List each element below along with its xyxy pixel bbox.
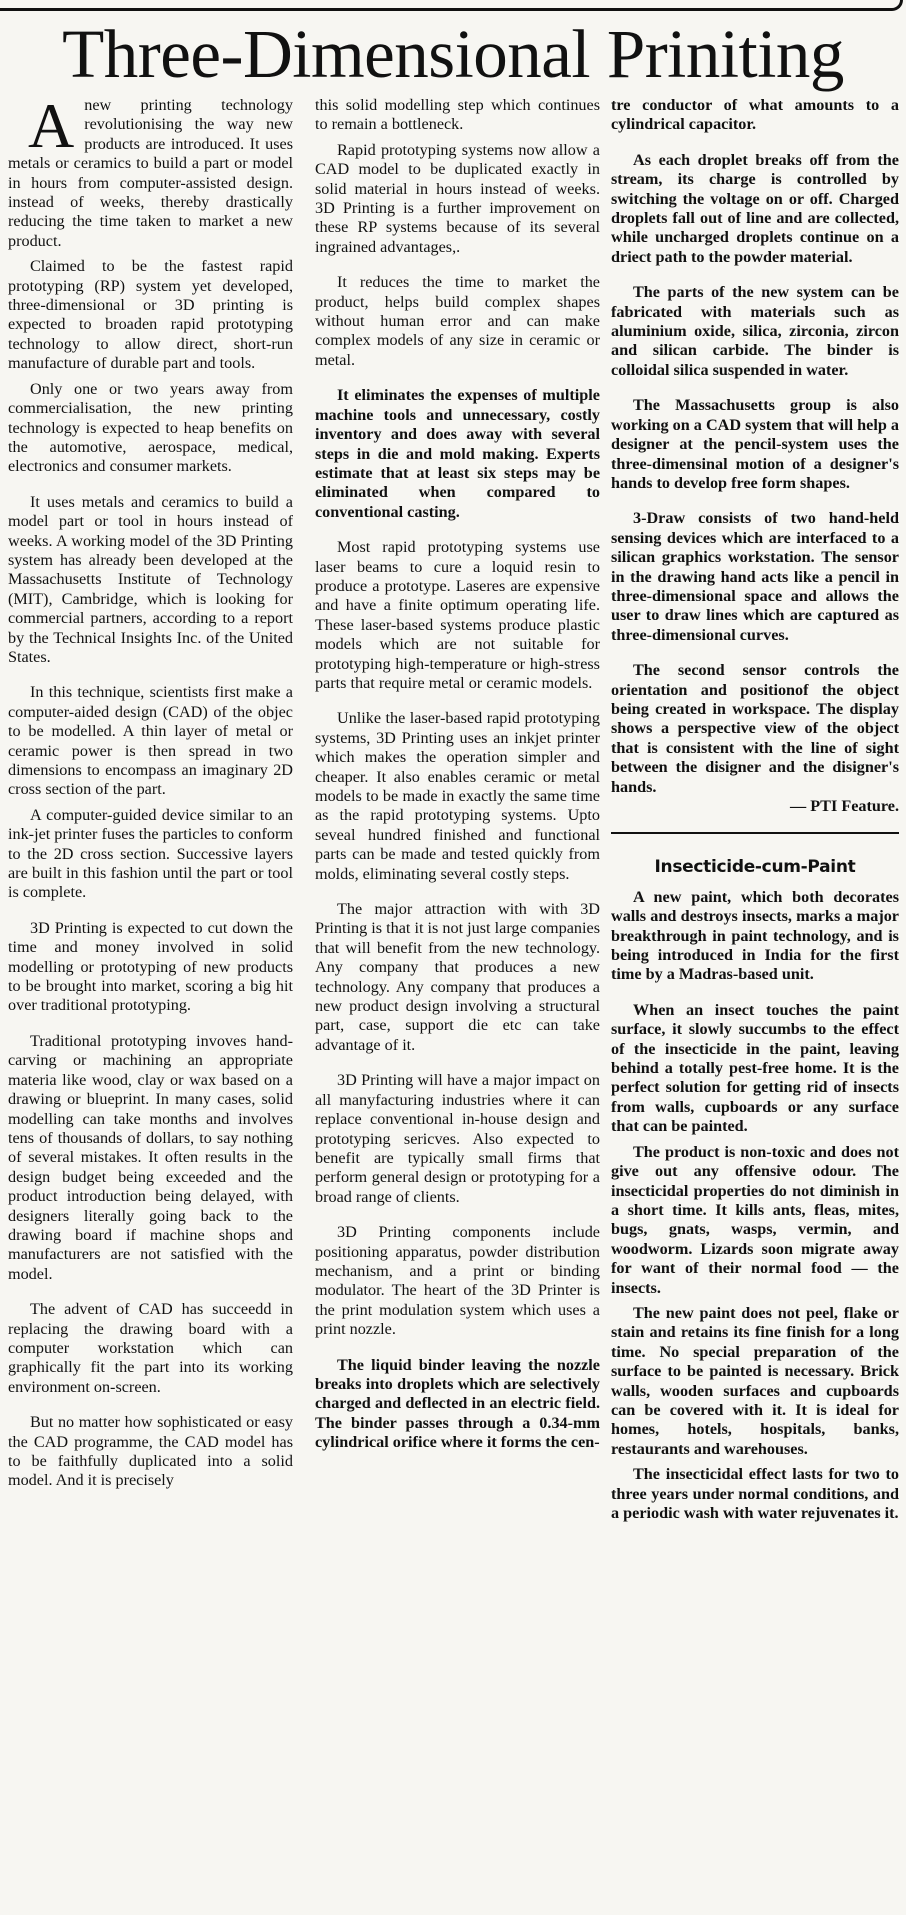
article-paragraph: 3D Printing is expected to cut down the time and money involved in solid modelling or prototyping of new products to be brought into market, scoring a big hit over traditional prototyping. [8, 918, 293, 1015]
drop-cap: A [28, 96, 75, 161]
article-paragraph: A computer-guided device similar to an ink-jet printer fuses the particles to conform to the 2D cross section. Successive layers are built in this fashion until the part or tool is complete. [8, 805, 293, 902]
article-paragraph: The product is non-toxic and does not give out any offensive odour. The insecticidal properties do not diminish in a short time. It kills ants, fleas, mites, bugs, gnats, wasps, vermin, and woodworm. Lizards soon migrate away for want of their normal food — the insects. [611, 1142, 899, 1297]
column-2 [315, 96, 600, 1908]
article-paragraph: A new paint, which both decorates walls and destroys insects, marks a major breakthrough in paint technology, and is being introduced in India for the first time by a Madras-based unit. [611, 887, 899, 984]
article-paragraph: Rapid prototyping systems now allow a CAD model to be duplicated exactly in solid material in hours instead of weeks. 3D Printing is a further improvement on these RP systems because of its several ingrained advantages,. [315, 140, 600, 256]
article-paragraph: It uses metals and ceramics to build a model part or tool in hours instead of weeks. A working model of the 3D Printing system has already been developed at the Massachusetts Institute of Technology (MIT), Cambridge, which is looking for commercial partners, according to a report by the Technical Insights Inc. of the United States. [8, 492, 293, 666]
article-headline: Three-Dimensional Priniting [62, 16, 844, 92]
section-subheading: Insecticide-cum-Paint [654, 857, 856, 878]
article-paragraph: Most rapid prototyping systems use laser beams to cure a loquid resin to produce a prototype. Laseres are expensive and have a finite optimum operating life. These laser-based systems produce plastic models which are not suitable for prototyping high-temperature or high-stress parts that require metal or ceramic models. [315, 538, 600, 692]
article-paragraph: The insecticidal effect lasts for two to three years under normal conditions, and a periodic wash with water rejuvenates it. [611, 1465, 899, 1522]
top-border-rule [0, 0, 903, 11]
article-paragraph: 3D Printing will have a major impact on all manyfacturing industries where it can replace conventional in-house design and prototyping sericves. Also expected to benefit are typically small firms that perform general design or prototyping for a broad range of clients. [315, 1071, 600, 1206]
article-paragraph: The second sensor controls the orientation and positionof the object being created in workspace. The display shows a perspective view of the object that is consistent with the line of sight between the disigner and the disigner's hands. — PTI Feature. [611, 661, 899, 815]
article-paragraph: As each droplet breaks off from the stream, its charge is controlled by switching the voltage on or off. Charged droplets fall out of line and are collected, while uncharged droplets continue on a driect path to the powder material. [611, 150, 899, 266]
article-paragraph: When an insect touches the paint surface, it slowly succumbs to the effect of the insecticide in the paint, leaving behind a totally pest-free home. It is the perfect solution for getting rid of insects from walls, cupboards or any surface that can be painted. [611, 1000, 899, 1136]
article-paragraph: The advent of CAD has succeedd in replacing the drawing board with a computer workstation which can graphically fit the part into its working environment on-screen. [8, 1300, 293, 1396]
article-paragraph: The major attraction with with 3D Printing is that it is not just large companies that will benefit from the new technology. Any company that produces a new technology. Any company that produces a new product design involving a structural part, case, support die etc can take advantage of it. [315, 900, 600, 1054]
article-paragraph: In this technique, scientists first make a computer-aided design (CAD) of the objec to be modelled. A thin layer of metal or ceramic power is then spread in two dimensions to encompass an imaginary 2D cross section of the part. [8, 683, 293, 799]
section-divider [611, 832, 899, 834]
article-paragraph: The Massachusetts group is also working on a CAD system that will help a designer at the pencil-system uses the three-dimensinal motion of a designer's hands to develop free form shapes. [611, 396, 899, 492]
article-paragraph: tre conductor of what amounts to a cylindrical capacitor. [611, 96, 899, 134]
article-paragraph: 3-Draw consists of two hand-held sensing devices which are interfaced to a silican graphics workstation. The sensor in the drawing hand acts like a pencil in three-dimensional space and allows the user to draw lines which are captured as three-dimensional curves. [611, 509, 899, 644]
article-paragraph: Only one or two years away from commercialisation, the new printing technology is expected to heap benefits on the automotive, aerospace, medical, electronics and consumer markets. [8, 379, 293, 476]
column-3 [611, 96, 899, 1908]
article-paragraph: Unlike the laser-based rapid prototyping systems, 3D Printing uses an inkjet printer which makes the operation simpler and cheaper. It also enables ceramic or metal models to be made in exactly the same time as the rapid prototyping systems. Upto seveal hundred finished and functional parts can be made and tested quickly from molds, eliminating several costly steps. [315, 709, 600, 883]
article-paragraph: 3D Printing components include positioning apparatus, powder distribution mechanism, and a print or binding modulator. The heart of the 3D Printer is the print modulation system which uses a print nozzle. [315, 1223, 600, 1339]
article-paragraph: Anew printing technology revolutionising the way new products are introduced. It uses metals or ceramics to build a part or model in hours from computer-assisted design. instead of weeks, thereby drastically reducing the time taken to market a new product. [8, 96, 293, 250]
article-paragraph: The new paint does not peel, flake or stain and retains its fine finish for a long time. No special preparation of the surface to be painted is necessary. Brick walls, wooden surfaces and cupboards can be covered with it. It is ideal for homes, hotels, hospitals, banks, restaurants and warehouses. [611, 1303, 899, 1458]
article-paragraph: this solid modelling step which continues to remain a bottleneck. [315, 96, 600, 134]
column-1 [8, 96, 293, 1908]
article-credit: — PTI Feature. [790, 797, 899, 815]
article-paragraph: It eliminates the expenses of multiple machine tools and unnecessary, costly inventory and does away with several steps in die and mold making. Experts estimate that at least six steps may be eliminated when compared to conventional casting. [315, 386, 600, 521]
article-paragraph: Traditional prototyping invoves hand-carving or machining an appropriate materia like wood, clay or wax based on a drawing or blueprint. In many cases, solid modelling can take months and involves tens of thousands of dollars, to say nothing of several mistakes. It often results in the design budget being exceeded and the product introduction being delayed, with designers literally going back to the drawing board if machine shops and manufacturers are not satisfied with the model. [8, 1031, 293, 1283]
article-paragraph: Claimed to be the fastest rapid prototyping (RP) system yet developed, three-dimensional or 3D printing is expected to broaden rapid prototyping technology to allow direct, short-run manufacture of durable part and tools. [8, 257, 293, 373]
article-paragraph: The liquid binder leaving the nozzle breaks into droplets which are selectively charged and deflected in an electric field. The binder passes through a 0.34-mm cylindrical orifice where it forms the cen- [315, 1355, 600, 1452]
article-paragraph: The parts of the new system can be fabricated with materials such as aluminium oxide, silica, zirconia, zircon and silican carbide. The binder is colloidal silica suspended in water. [611, 283, 899, 379]
article-paragraph: But no matter how sophisticated or easy the CAD programme, the CAD model has to be faithfully duplicated into a solid model. And it is precisely [8, 1413, 293, 1490]
article-paragraph: It reduces the time to market the product, helps build complex shapes without human error and can make complex models of any size in ceramic or metal. [315, 273, 600, 369]
